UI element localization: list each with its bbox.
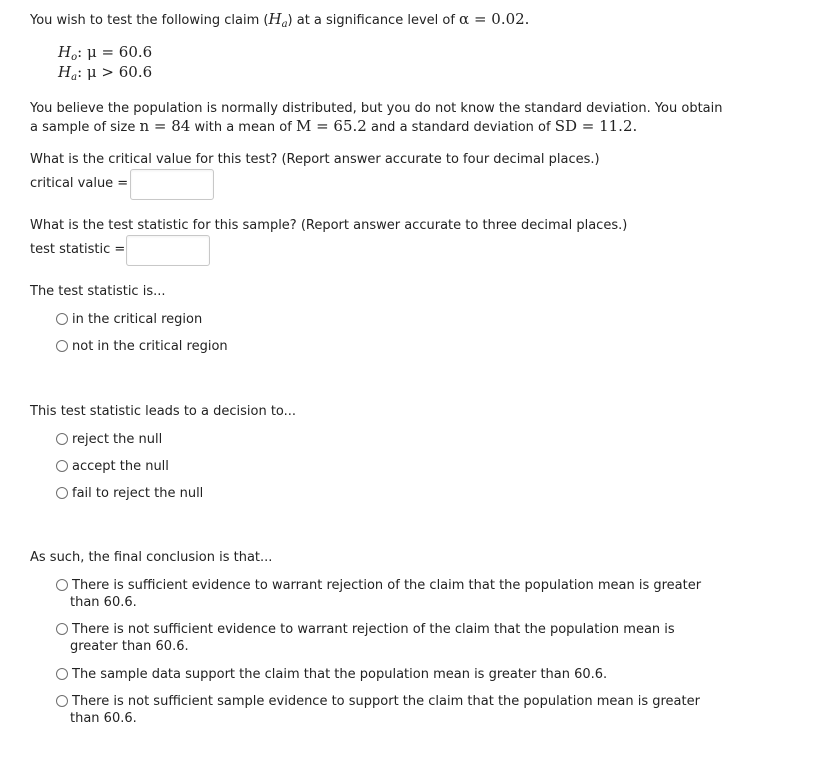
radio-button[interactable]	[56, 433, 68, 445]
option-label: There is not sufficient evidence to warrant rejection of the claim that the population mean is greater than 60.6.	[70, 622, 675, 654]
radio-button[interactable]	[56, 460, 68, 472]
info-text-b: with a mean of	[190, 120, 296, 135]
decision-question: This test statistic leads to a decision to...	[30, 404, 297, 419]
critical-value-question: What is the critical value for this test? (Report answer accurate to four decimal places.)	[30, 152, 600, 167]
option-label: fail to reject the null	[72, 486, 204, 501]
option-label: There is not sufficient sample evidence to support the claim that the population mean is greater than 60.6.	[70, 694, 700, 726]
test-statistic-label: test statistic =	[30, 242, 126, 257]
option-label: accept the null	[72, 459, 169, 474]
radio-button[interactable]	[56, 487, 68, 499]
ha-expression: : μ > 60.6	[77, 63, 153, 81]
option-label: There is sufficient evidence to warrant rejection of the claim that the population mean is greater than 60.6.	[70, 578, 702, 610]
h0-expression: : μ = 60.6	[77, 43, 153, 61]
claim-text-before: You wish to test the following claim (	[30, 13, 269, 28]
h0-letter: H	[58, 43, 72, 61]
option-label: The sample data support the claim that the population mean is greater than 60.6.	[72, 667, 608, 682]
info-text-c: and a standard deviation of	[366, 120, 555, 135]
info-line-2	[30, 117, 637, 135]
conclusion-question: As such, the final conclusion is that...	[30, 550, 273, 565]
sample-mean-expression: M = 65.2	[295, 117, 367, 135]
info-text-a: a sample of size	[30, 120, 140, 135]
option-label: reject the null	[72, 432, 163, 447]
alpha-expression: α = 0.02.	[459, 10, 530, 28]
radio-button[interactable]	[56, 695, 68, 707]
critical-value-input[interactable]	[130, 169, 214, 200]
sample-sd-expression: SD = 11.2.	[554, 117, 638, 135]
radio-button[interactable]	[56, 579, 68, 591]
ha-subscript-2: a	[71, 72, 78, 83]
radio-button[interactable]	[56, 623, 68, 635]
test-statistic-question: What is the test statistic for this sample? (Report answer accurate to three decimal places.)	[30, 218, 628, 233]
ha-symbol: H	[268, 10, 282, 28]
claim-line	[30, 10, 529, 30]
radio-button[interactable]	[56, 313, 68, 325]
radio-button[interactable]	[56, 668, 68, 680]
critical-value-label: critical value =	[30, 176, 129, 191]
region-question: The test statistic is...	[30, 284, 166, 299]
option-label: in the critical region	[72, 312, 203, 327]
radio-button[interactable]	[56, 340, 68, 352]
option-label: not in the critical region	[72, 339, 228, 354]
claim-text-mid: ) at a significance level of	[287, 13, 460, 28]
info-line-1: You believe the population is normally distributed, but you do not know the standard deviation. You obtain	[30, 101, 723, 116]
h0-subscript: o	[71, 52, 78, 63]
test-statistic-input[interactable]	[126, 235, 210, 266]
ha-subscript: a	[281, 19, 288, 30]
sample-size-expression: n = 84	[139, 117, 191, 135]
alternative-hypothesis	[58, 63, 152, 87]
ha-letter: H	[58, 63, 72, 81]
